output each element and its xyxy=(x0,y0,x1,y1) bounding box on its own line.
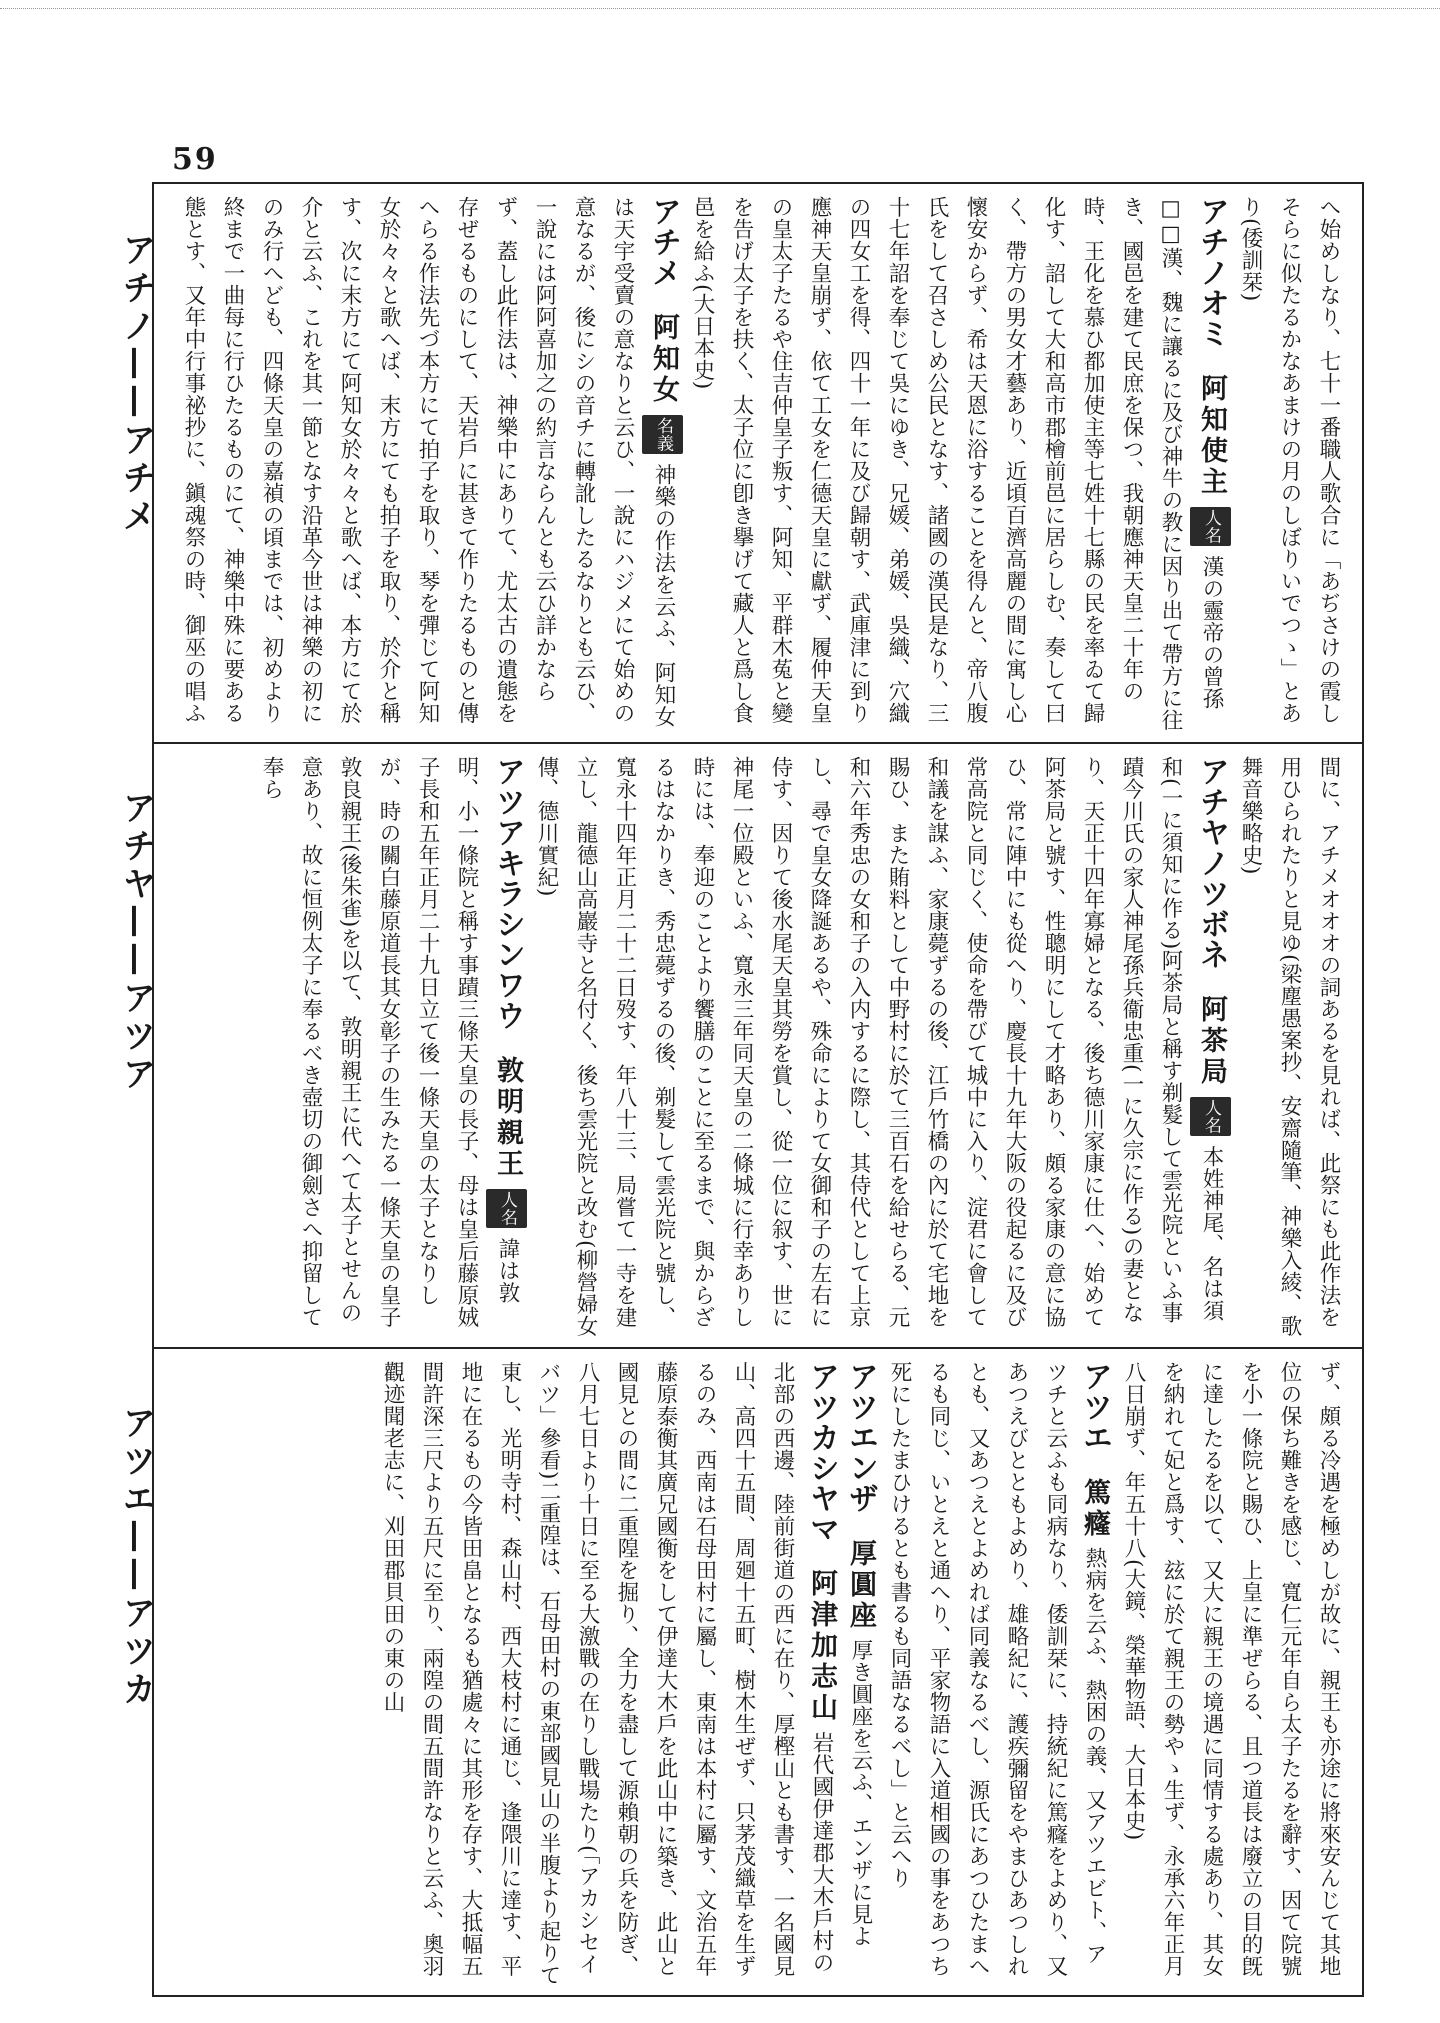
band-text xyxy=(168,196,1348,732)
entry-headword: アツカシヤマ xyxy=(804,1361,839,1544)
entry-atsukashiyama xyxy=(373,1361,841,1987)
entry-continuation xyxy=(1231,756,1348,1337)
entry-kanji: 敦明親王 xyxy=(492,1055,523,1180)
top-dotted-rule xyxy=(0,8,1440,10)
entry-body: 厚き圓座を云ふ、エンザに見よ xyxy=(848,1639,873,1948)
band-text xyxy=(168,1361,1348,1987)
entry-tag: 人名 xyxy=(1190,507,1231,546)
entry-body: 岩代國伊達郡大木戶村の北部の西邊、陸前街道の西に在り、厚樫山とも書す、一名國見山、高四十五間、周廻十五町、樹木生ぜず、只茅茂織草を生ずるのみ、西南は石母田村に屬し、東南は本村に屬す、文治五年藤原泰衡其廣兄國衡をして伊達大木戶を此山中に築き、此山と國見との間に二重隍を掘り、全力を盡して源賴朝の兵を防ぎ、八月七日より十日に至る大激戰の在りし戰場たり(「アカシセイバツ」參看)二重隍は、石母田村の東部國見山の半腹より起りて東し、光明寺村、森山村、西大枝村に通じ、逢隈川に達す、平地に在るもの今皆田畠となるも猶處々に其形を存す、大抵幅五間許深三尺より五尺に至り、兩隍の間五間許なりと云ふ、奧羽觀迹聞老志に、刈田郡貝田の東の山 xyxy=(380,1361,834,1986)
entry-body: 熱病を云ふ、熱困の義、又アツエビト、アツチと云ふも同病なり、倭訓栞に、持統紀に篤癃をよめり、又あつえびとともよめり、雄略紀に、護疾彌留をやまひあつしれとも、又あつえとよめれば同義なるべし、源氏にあつひたまへるも同じ、いとえと通へり、平家物語に入道相國の事をあつち死にしたまひけるとも書るも同語なるべし」と云へり xyxy=(887,1361,1107,1977)
band-middle xyxy=(154,744,1362,1349)
entry-tag: 人名 xyxy=(1190,1097,1231,1136)
entry-body: へ始めしなり、七十一番職人歌合に「あぢさけの霞しそらに似たるかなあまけの月のしぼりいでつゝ」とあり(倭訓栞) xyxy=(1238,196,1341,724)
entry-atsuakirashinnou xyxy=(252,756,527,1337)
entry-body: 神樂の作法を云ふ、阿知女は天宇受賣の意なりと云ひ、一說にハジメにて始めの意なるが、後にシの音チに轉訛したるなりとも云ひ、一說には阿阿喜加之の約言ならんとも云ひ詳かならず、蓋し此作法は、神樂中にありて、尤太古の遺態を存ぜるものにして、天岩戶に甚きて作りたるものと傳へらる作法先づ本方にて拍子を取り、琴を彈じて阿知女於々々と歌へば、末方にても拍子を取り、於介と稱す、次に末方にて阿知女於々々と歌へば、本方にて於介と云ふ、これを其一節となす沿革今世は神樂の初にのみ行へども、四條天皇の嘉禎の頃までは、初めより終まで一曲每に行ひたるものにて、神樂中殊に要ある態とす、又年中行事祕抄に、鎭魂祭の時、御巫の唱ふ xyxy=(181,196,676,728)
page-frame xyxy=(152,182,1364,1997)
side-header-3: アツエ——アツカ xyxy=(116,1405,156,1709)
entry-kanji: 厚圓座 xyxy=(845,1538,876,1632)
band-bottom xyxy=(154,1349,1362,1997)
page-number: 59 xyxy=(172,142,218,177)
entry-atsuenza xyxy=(841,1361,880,1987)
band-top xyxy=(154,184,1362,744)
entry-body: 本姓神尾、名は須和(一に須知に作る)阿茶局と稱す剃髮して雲光院といふ事蹟今川氏の家人神尾孫兵衞忠重(一に久宗に作る)の妻となり、天正十四年寡婦となる、後ち德川家康に仕へ、始めて阿茶局と號す、性聰明にして才略あり、頗る家康の意に協ひ、常に陣中にも從へり、慶長十九年大阪の役起るに及び常高院と同じく、使命を帶びて城中に入り、淀君に會して和議を謀ふ、家康薨ずるの後、江戶竹橋の內に於て宅地を賜ひ、また賄料として中野村に於て三百石を給せらる、元和六年秀忠の女和子の入内するに際し、其侍代として上京し、尋で皇女降誕あるや、殊命によりて女御和子の左右に侍す、因りて後水尾天皇其勞を賞し、從一位に叙す、世に神尾一位殿といふ、寬永三年同天皇の二條城に行幸ありし時には、奉迎のことより饗膳のことに至るまで、與からざるはなかりき、秀忠薨ずるの後、剃髮して雲光院と號し、寬永十四年正月二十二日歿す、年八十三、局嘗て一寺を建立し、龍德山高巖寺と名付く、後ち雲光院と改む(柳營婦女傳、德川實紀) xyxy=(534,756,1224,1337)
entry-kanji: 阿茶局 xyxy=(1196,994,1227,1088)
entry-headword: アツエ xyxy=(1077,1361,1112,1453)
entry-kanji: 阿知使主 xyxy=(1196,373,1227,498)
entry-body: 諱は敦明、小一條院と稱す事蹟三條天皇の長子、母は皇后藤原娀子長和五年正月二十九日立て後一條天皇の太子となりしが、時の關白藤原道長其女彰子の生みたる一條天皇の皇子敦良親王(後朱雀)を以て、敦明親王に代へて太子とせんの意あり、故に恒例太子に奉るべき壺切の御劍さへ抑留して奉ら xyxy=(259,756,520,1328)
entry-body: 漢の靈帝の曾孫□□漢、魏に讓るに及び神牛の教に因り出て帶方に往き、國邑を建て民庶を保つ、我朝應神天皇二十年の時、王化を慕ひ都加使主等七姓十七縣の民を率ゐて歸化す、詔して大和高市郡檜前邑に居らしむ、奏して曰く、帶方の男女才藝あり、近頃百濟高麗の間に寓し心懷安からず、希は天恩に浴することを得んと、帝八腹氏をして召さしめ公民となす、諸國の漢民是なり、三十七年詔を奉じて吳にゆき、兄媛、弟媛、吳織、穴織の四女工を得、四十一年に及び歸朝す、武庫津に到り應神天皇崩ず、依て工女を仁德天皇に獻ず、履仲天皇の皇太子たるや住吉仲皇子叛す、阿知、平群木菟と變を告げ太子を扶く、太子位に卽き擧げて藏人と爲し食邑を給ふ(大日本史) xyxy=(690,196,1224,731)
entry-continuation xyxy=(1114,1361,1348,1987)
side-header-2: アチヤ——アツア xyxy=(116,790,156,1094)
entry-achiyanotsubone xyxy=(527,756,1231,1337)
band-text xyxy=(168,756,1348,1337)
entry-body: 間に、アチメオオオの詞あるを見れば、此祭にも此作法を用ひられたりと見ゆ(梁塵愚案抄、安齋隨筆、神樂入綾、歌舞音樂略史) xyxy=(1238,756,1341,1337)
entry-tag: 名義 xyxy=(642,415,683,454)
entry-headword: アチメ xyxy=(646,196,681,288)
entry-headword: アチヤノツボネ xyxy=(1194,756,1229,970)
entry-headword: アツエンザ xyxy=(843,1361,878,1514)
entry-kanji: 阿知女 xyxy=(648,312,679,406)
entry-headword: アチノオミ xyxy=(1194,196,1229,349)
entry-kanji: 阿津加志山 xyxy=(806,1569,837,1725)
entry-kanji: 篤癃 xyxy=(1079,1477,1110,1540)
entry-continuation xyxy=(1231,196,1348,732)
entry-tag: 人名 xyxy=(486,1189,527,1228)
entry-atsue xyxy=(880,1361,1114,1987)
entry-headword: アツアキラシンワウ xyxy=(490,756,525,1031)
entry-achime xyxy=(168,196,683,732)
side-header-1: アチノ——アチメ xyxy=(116,232,156,536)
entry-body: ず、頗る冷遇を極めしが故に、親王も亦途に將來安んじて其地位の保ち難きを感じ、寬仁元年自ら太子たるを辭す、因て院號を小一條院と賜ひ、上皇に準ぜらる、且つ道長は廢立の目的旣に達したるを以て、又大に親王の境遇に同情する處あり、其女を納れて妃と爲す、玆に於て親王の勢やゝ生ず、永承六年正月八日崩ず、年五十八(大鏡、榮華物語、大日本史) xyxy=(1121,1361,1341,1977)
entry-achinoomi xyxy=(683,196,1231,732)
